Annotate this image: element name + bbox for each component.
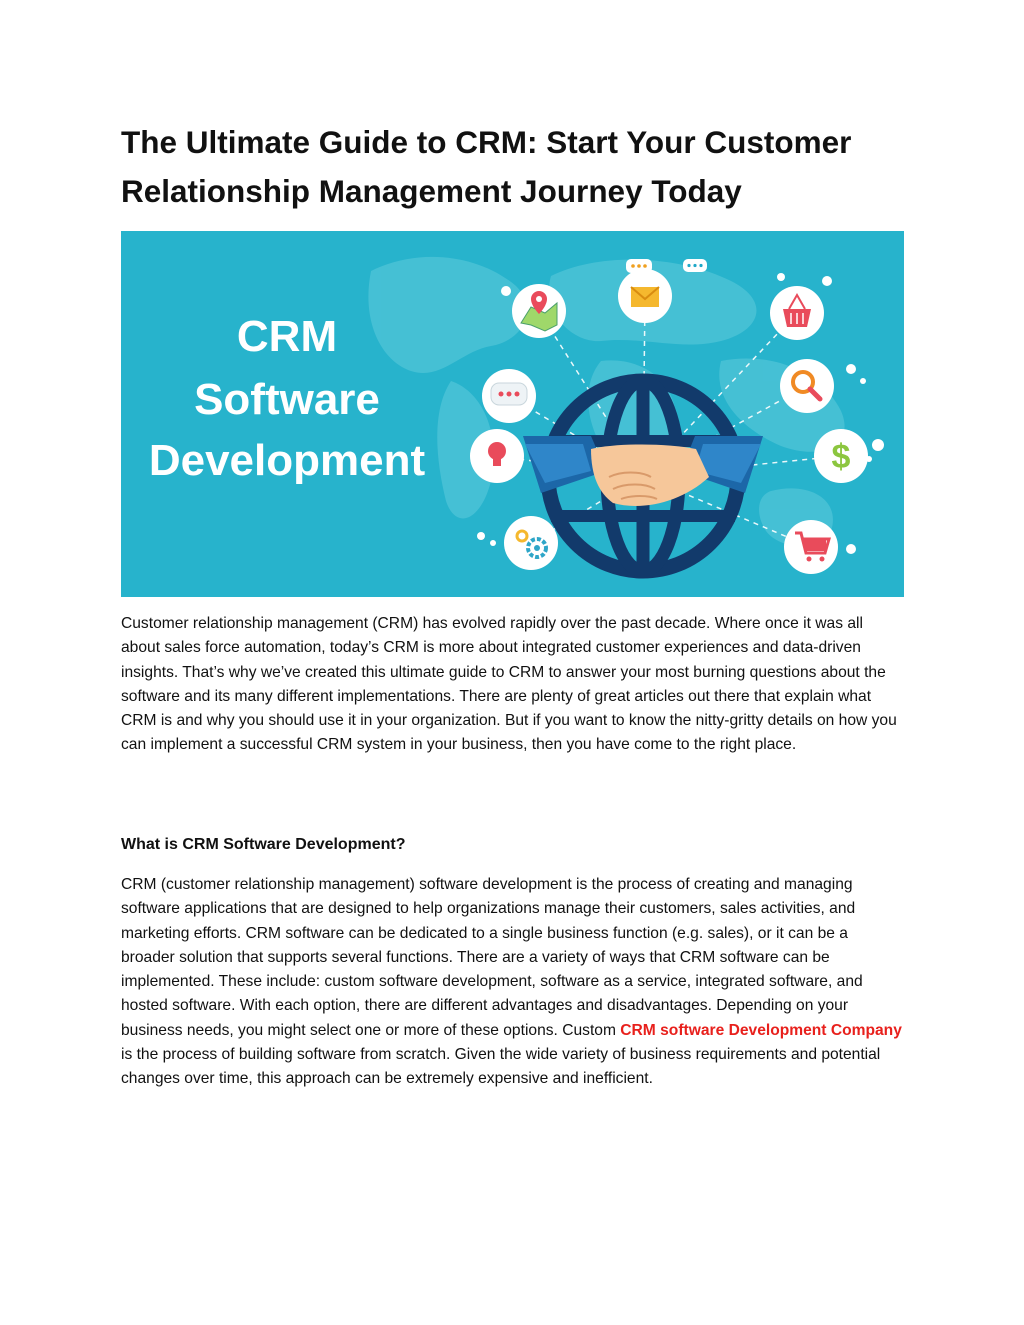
chat-bubble-icon	[482, 369, 536, 423]
section-body	[121, 873, 904, 1092]
dollar-icon	[814, 429, 868, 483]
crm-company-link[interactable]: CRM software Development Company	[620, 1021, 902, 1039]
lightbulb-icon	[470, 429, 524, 483]
section-body-text: CRM (customer relationship management) software development is the process of creating and managing software applications that are designed to help organizations manage their customers, sales activities, and marketing efforts. CRM software can be dedicated to a single business function (e.g. sales), or it can be a broader solution that supports several functions. There are a variety of ways that CRM software can be implemented. These include: custom software development, software as a service, integrated software, and hosted software. With each option, there are different advantages and disadvantages. Depending on your business needs, you might select one or more of these options. Custom	[121, 876, 863, 1039]
shopping-cart-icon	[784, 520, 838, 574]
hero-image	[121, 231, 904, 597]
section-body-text-end: is the process of building software from scratch. Given the wide variety of business requirements and potential changes over time, this approach can be extremely expensive and inefficient.	[121, 1046, 881, 1088]
gear-icon	[504, 516, 558, 570]
magnifier-icon	[780, 359, 834, 413]
hero-title-line-1: CRM	[236, 312, 338, 361]
section-heading: What is CRM Software Development?	[121, 836, 406, 853]
shopping-basket-icon	[770, 286, 824, 340]
intro-paragraph: Customer relationship management (CRM) has evolved rapidly over the past decade. Where once it was all about sales force automation, today’s CRM is more about integrated customer experiences and data-driven insights. That’s why we’ve created this ultimate guide to CRM to answer your most burning questions about the software and its many different implementations. There are plenty of great articles out there that explain what CRM is and why you should use it in your organization. But if you want to know the nitty-gritty details on how you can implement a successful CRM system in your business, then you have come to the right place.	[121, 615, 897, 754]
email-icon	[618, 269, 672, 323]
hero-title-line-2: Software	[194, 375, 380, 424]
map-pin-icon	[512, 284, 566, 338]
document-title: The Ultimate Guide to CRM: Start Your Customer Relationship Management Journey Today	[121, 124, 852, 209]
svg-text:$: $	[831, 438, 851, 476]
handshake-icon	[523, 436, 763, 506]
hero-title-line-3: Development	[148, 436, 426, 485]
